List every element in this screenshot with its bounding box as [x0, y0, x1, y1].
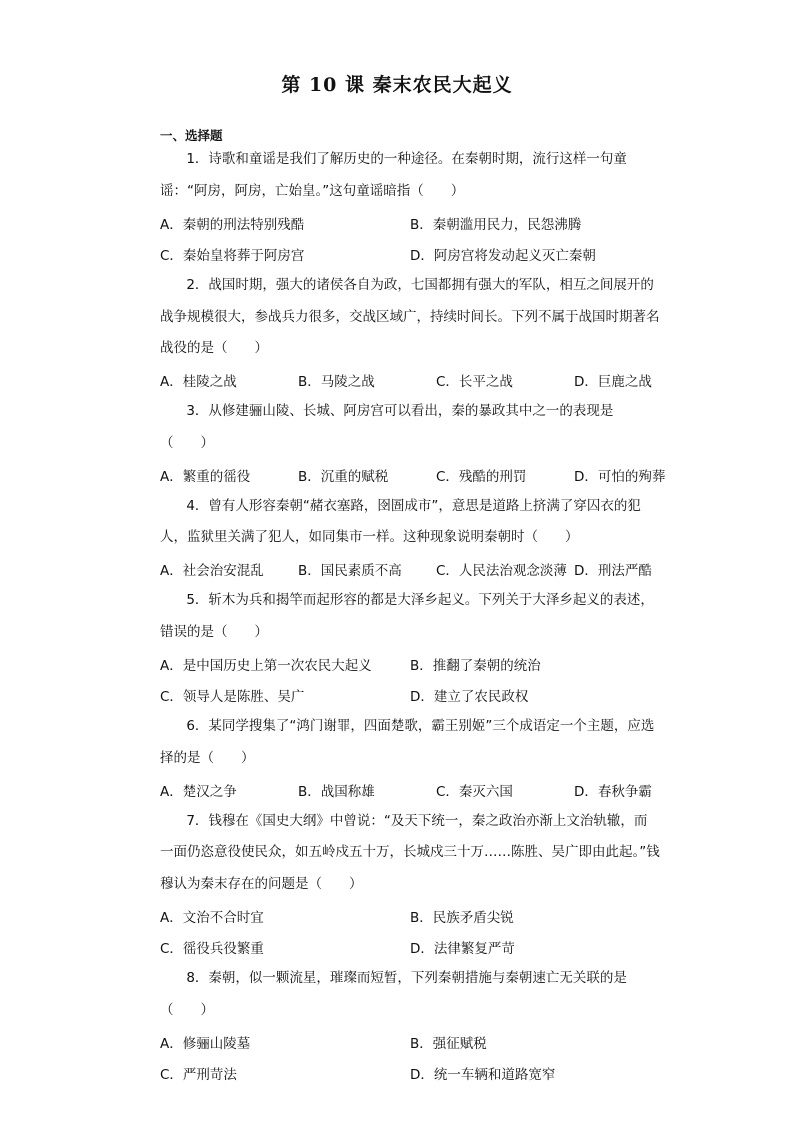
answer-option: D．巨鹿之战 [574, 374, 652, 391]
answer-option: B．马陵之战 [298, 374, 375, 391]
answer-option: B．强征赋税 [410, 1035, 487, 1052]
question-stem: 3．从修建骊山陵、长城、阿房宫可以看出，秦的暴政其中之一的表现是（ ） [160, 403, 614, 451]
answer-option: B．沉重的赋税 [298, 468, 389, 485]
answer-option: A．楚汉之争 [160, 783, 237, 800]
option-row [160, 239, 660, 271]
answer-option: C．秦灭六国 [436, 783, 513, 800]
section-heading: 一、选择题 [160, 128, 223, 143]
answer-option: D．刑法严酷 [574, 563, 652, 580]
answer-option: B．推翻了秦朝的统治 [410, 657, 541, 674]
answer-option: A．是中国历史上第一次农民大起义 [160, 657, 372, 674]
option-row [160, 774, 660, 806]
answer-option: C．长平之战 [436, 374, 513, 391]
answer-option: A．社会治安混乱 [160, 563, 264, 580]
answer-option: C．秦始皇将葬于阿房宫 [160, 248, 305, 265]
option-row [160, 680, 660, 712]
option-row [160, 365, 660, 397]
option-row [160, 554, 660, 586]
question-stem: 4．曾有人形容秦朝“赭衣塞路，囹圄成市”，意思是道路上挤满了穿囚衣的犯人，监狱里关满了犯人，如同集市一样。这种现象说明秦朝时（ ） [160, 497, 641, 545]
option-row [160, 207, 660, 239]
answer-option: A．修骊山陵墓 [160, 1035, 251, 1052]
question-stem: 2．战国时期，强大的诸侯各自为政，七国都拥有强大的军队，相互之间展开的战争规模很大，参战兵力很多，交战区域广，持续时间长。下列不属于战国时期著名战役的是（ ） [160, 277, 660, 356]
answer-option: A．繁重的徭役 [160, 468, 251, 485]
option-row [160, 648, 660, 680]
question-stem: 7．钱穆在《国史大纲》中曾说：“及天下统一，秦之政治亦渐上文治轨辙，而一面仍恣意役使民众，如五岭戍五十万，长城戍三十万……陈胜、吴广即由此起。”钱穆认为秦末存在的问题是（ ） [160, 812, 660, 892]
option-row [160, 1058, 660, 1090]
answer-option: B．秦朝滥用民力，民怨沸腾 [410, 216, 582, 233]
answer-option: C．严刑苛法 [160, 1067, 237, 1084]
option-row [160, 459, 666, 491]
answer-option: B．战国称雄 [298, 783, 375, 800]
answer-option: D．建立了农民政权 [410, 689, 529, 706]
answer-option: D．阿房宫将发动起义灭亡秦朝 [410, 248, 596, 265]
question-stem: 5．斩木为兵和揭竿而起形容的都是大泽乡起义。下列关于大泽乡起义的表述，错误的是（ ） [160, 592, 654, 640]
option-row [160, 1026, 660, 1058]
answer-option: B．民族矛盾尖锐 [410, 909, 514, 926]
question-list [160, 144, 666, 1089]
question-stem: 1．诗歌和童谣是我们了解历史的一种途径。在秦朝时期，流行这样一句童谣：“阿房，阿房，亡始皇。”这句童谣暗指（ ） [160, 151, 627, 199]
answer-option: B．国民素质不高 [298, 563, 402, 580]
answer-option: C．徭役兵役繁重 [160, 941, 264, 958]
answer-option: D．可怕的殉葬 [574, 468, 666, 485]
answer-option: C．残酷的刑罚 [436, 468, 527, 485]
answer-option: A．文治不合时宜 [160, 909, 264, 926]
answer-option: C．人民法治观念淡薄 [436, 563, 567, 580]
answer-option: A．桂陵之战 [160, 374, 237, 391]
answer-option: D．统一车辆和道路宽窄 [410, 1067, 556, 1084]
page-title: 第 10 课 秦末农民大起义 [281, 74, 513, 96]
answer-option: D．法律繁复严苛 [410, 941, 515, 958]
answer-option: D．春秋争霸 [574, 783, 652, 800]
question-stem: 8．秦朝，似一颗流星，璀璨而短暂，下列秦朝措施与秦朝速亡无关联的是（ ） [160, 970, 627, 1018]
option-row [160, 900, 660, 932]
option-row [160, 932, 660, 964]
answer-option: A．秦朝的刑法特别残酷 [160, 216, 305, 233]
answer-option: C．领导人是陈胜、吴广 [160, 689, 305, 706]
question-stem: 6．某同学搜集了“鸿门谢罪，四面楚歌，霸王别姬”三个成语定一个主题，应选择的是（ ） [160, 718, 655, 766]
